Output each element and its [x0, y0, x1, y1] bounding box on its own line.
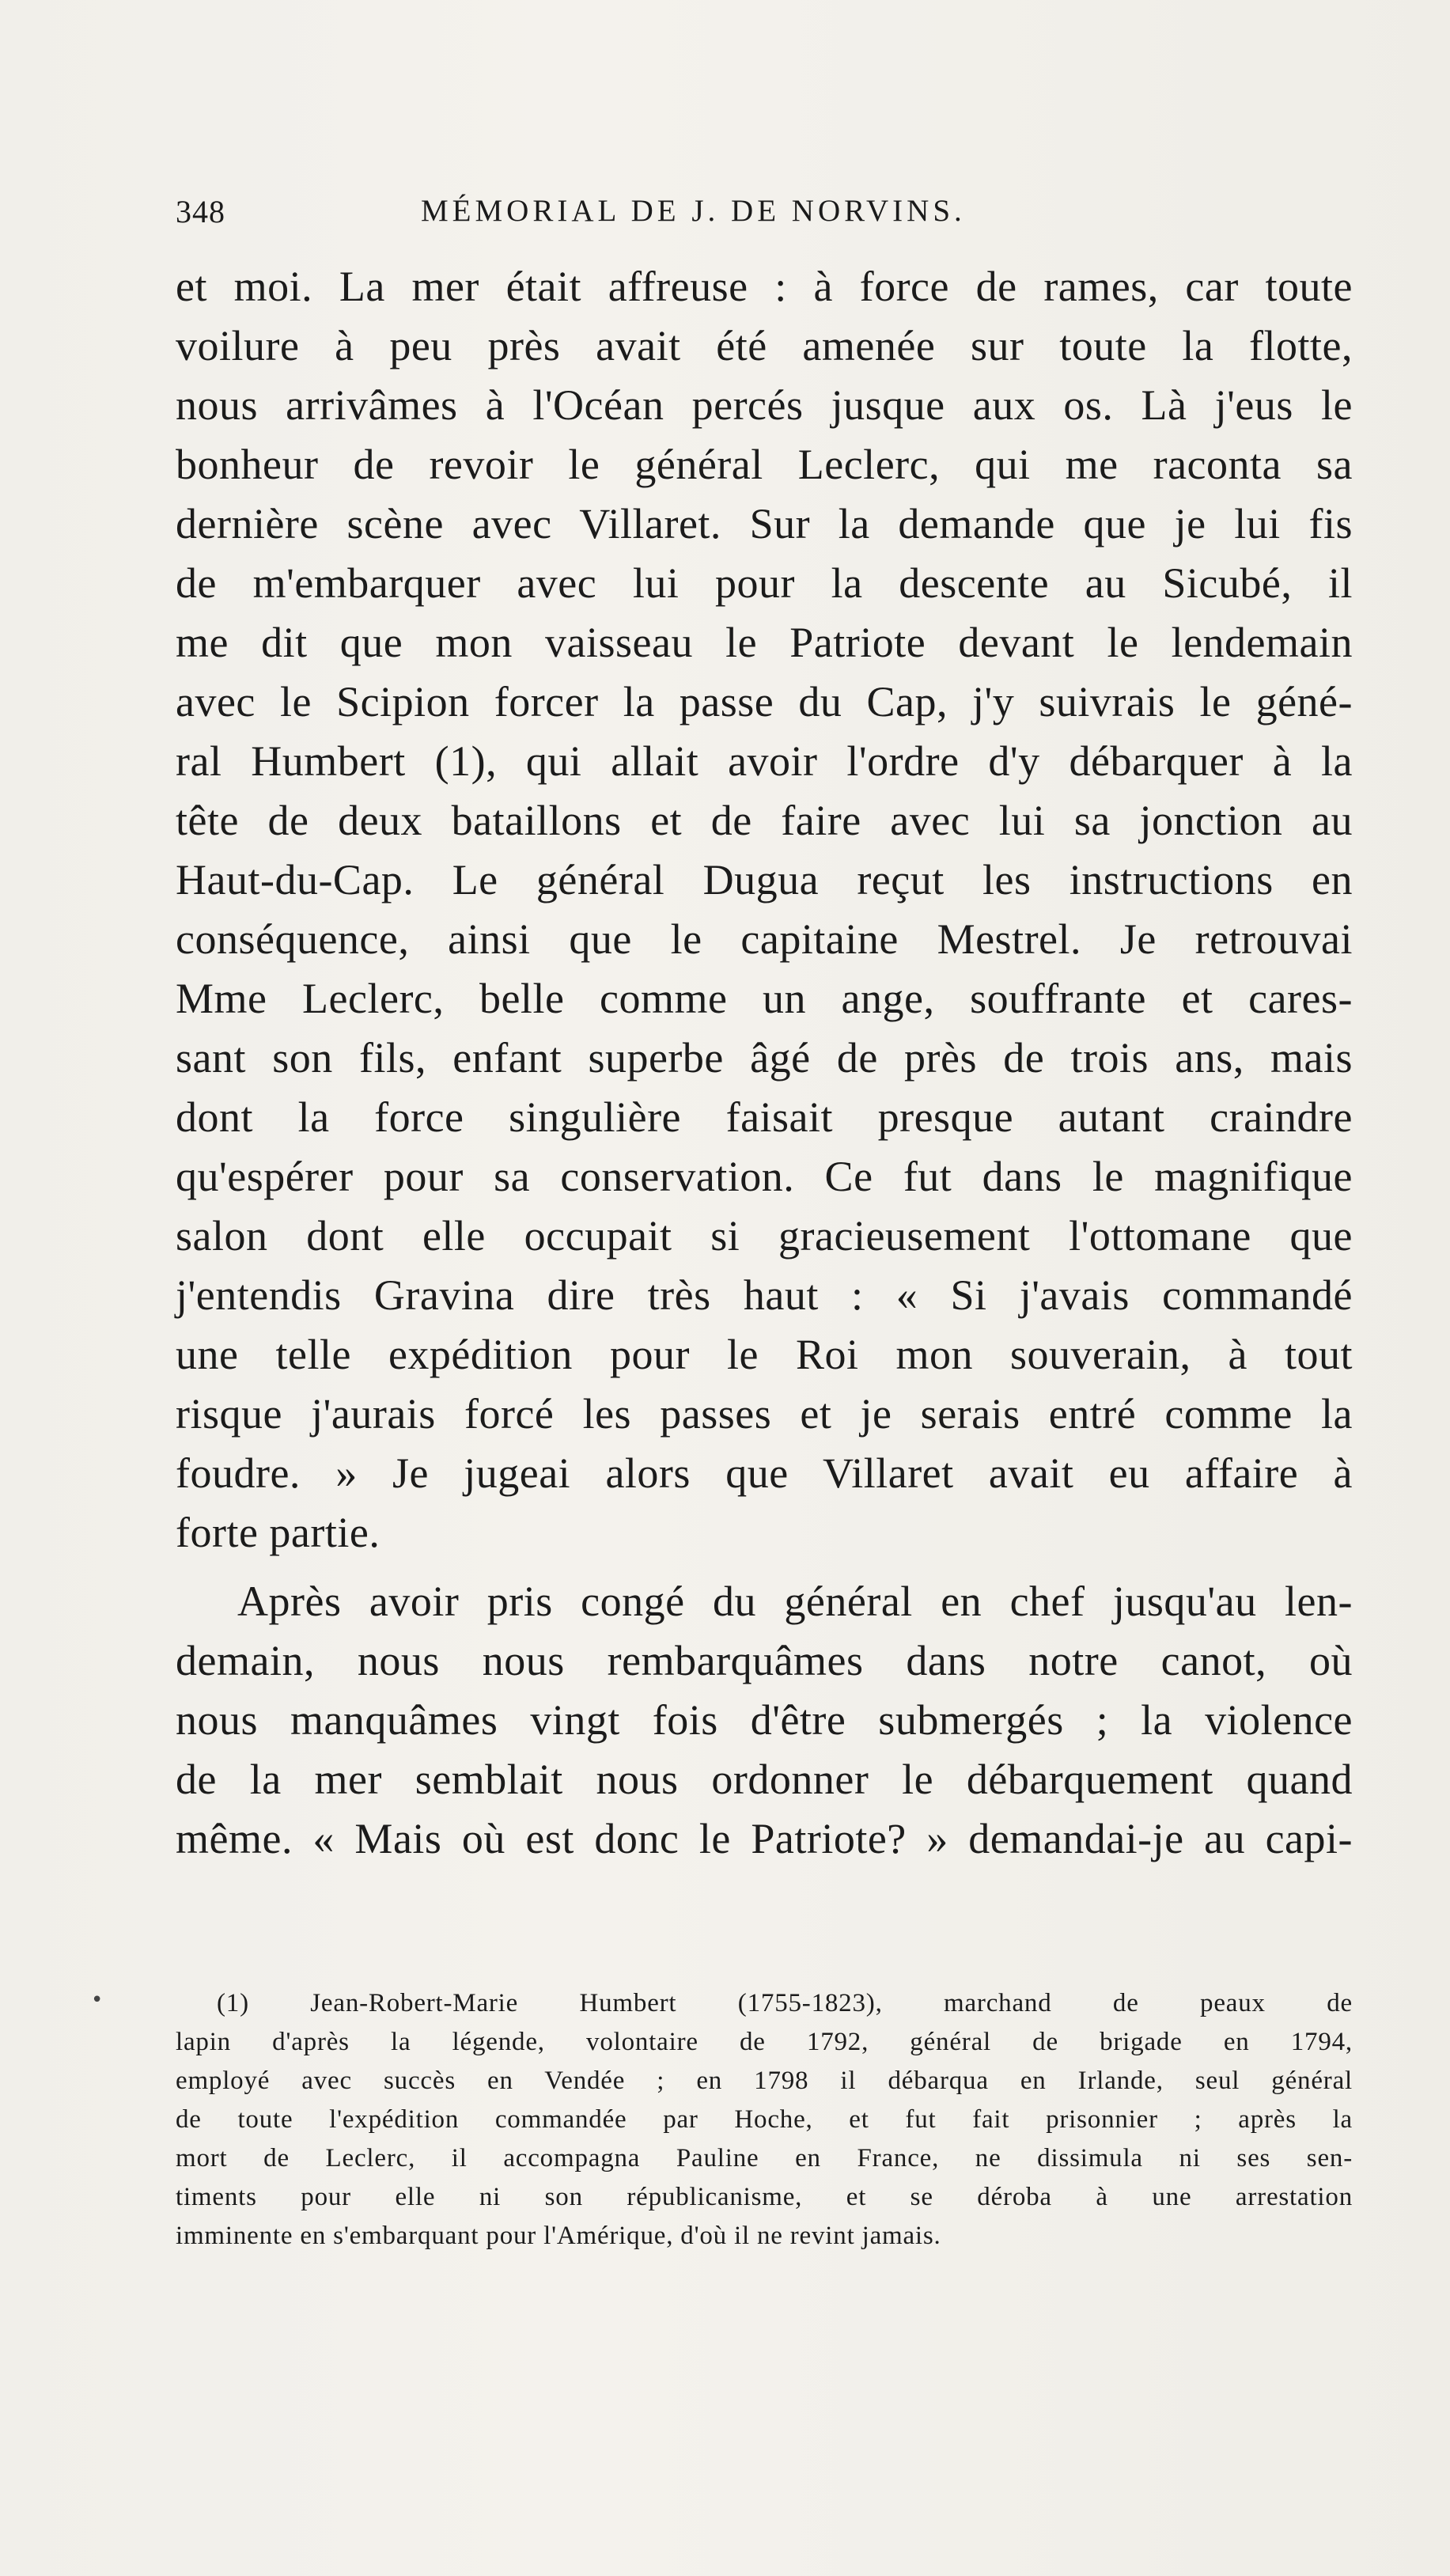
text-line: de m'embarquer avec lui pour la descente au Sicubé, il: [176, 559, 1353, 607]
text-line: une telle expédition pour le Roi mon souverain, à tout: [176, 1331, 1353, 1378]
footnote-line: imminente en s'embarquant pour l'Amérique, d'où il ne revint jamais.: [176, 2222, 941, 2250]
text-line: dernière scène avec Villaret. Sur la demande que je lui fis: [176, 500, 1353, 547]
text-line: avec le Scipion forcer la passe du Cap, j'y suivrais le géné-: [176, 678, 1353, 725]
text-line: sant son fils, enfant superbe âgé de près de trois ans, mais: [176, 1034, 1353, 1082]
text-line: tête de deux bataillons et de faire avec lui sa jonction au: [176, 797, 1353, 844]
text-line: dont la force singulière faisait presque autant craindre: [176, 1093, 1353, 1141]
text-line: voilure à peu près avait été amenée sur toute la flotte,: [176, 322, 1353, 369]
text-line: salon dont elle occupait si gracieusement l'ottomane que: [176, 1212, 1353, 1260]
text-line: nous arrivâmes à l'Océan percés jusque aux os. Là j'eus le: [176, 381, 1353, 429]
text-line: de la mer semblait nous ordonner le débarquement quand: [176, 1756, 1353, 1803]
text-line: conséquence, ainsi que le capitaine Mestrel. Je retrouvai: [176, 915, 1353, 963]
text-line: risque j'aurais forcé les passes et je serais entré comme la: [176, 1390, 1353, 1438]
text-line: ral Humbert (1), qui allait avoir l'ordre d'y débarquer à la: [176, 737, 1353, 785]
paragraph-gap: [176, 1563, 1353, 1572]
page-header: [176, 184, 1362, 231]
text-line: nous manquâmes vingt fois d'être submergés ; la violence: [176, 1696, 1353, 1744]
running-title: MÉMORIAL DE J. DE NORVINS.: [421, 194, 966, 228]
text-line: j'entendis Gravina dire très haut : « Si j'avais commandé: [176, 1271, 1353, 1319]
text-line: Haut-du-Cap. Le général Dugua reçut les instructions en: [176, 856, 1353, 903]
text-line: qu'espérer pour sa conservation. Ce fut dans le magnifique: [176, 1153, 1353, 1200]
text-line: forte partie.: [176, 1509, 380, 1556]
text-line: demain, nous nous rembarquâmes dans notre canot, où: [176, 1637, 1353, 1684]
footnote: [176, 1984, 1353, 2256]
footnote-line: de toute l'expédition commandée par Hoche, et fut fait prisonnier ; après la: [176, 2105, 1353, 2134]
page-number: 348: [176, 194, 225, 229]
text-line: foudre. » Je jugeai alors que Villaret avait eu affaire à: [176, 1449, 1353, 1497]
text-line: me dit que mon vaisseau le Patriote devant le lendemain: [176, 619, 1353, 666]
margin-dot: •: [91, 1988, 104, 2012]
text-line: même. « Mais où est donc le Patriote? » demandai-je au capi-: [176, 1815, 1353, 1862]
text-line: bonheur de revoir le général Leclerc, qui me raconta sa: [176, 441, 1353, 488]
footnote-line: lapin d'après la légende, volontaire de 1792, général de brigade en 1794,: [176, 2028, 1353, 2056]
text-line: Mme Leclerc, belle comme un ange, souffrante et cares-: [176, 975, 1353, 1022]
footnote-line: mort de Leclerc, il accompagna Pauline en France, ne dissimula ni ses sen-: [176, 2144, 1353, 2173]
footnote-line: timents pour elle ni son républicanisme, et se déroba à une arrestation: [176, 2183, 1353, 2211]
text-line: Après avoir pris congé du général en chef jusqu'au len-: [237, 1578, 1353, 1625]
footnote-line: (1) Jean-Robert-Marie Humbert (1755-1823), marchand de peaux de: [217, 1989, 1353, 2017]
footnote-line: employé avec succès en Vendée ; en 1798 il débarqua en Irlande, seul général: [176, 2066, 1353, 2095]
text-line: et moi. La mer était affreuse : à force de rames, car toute: [176, 263, 1353, 310]
main-text: [176, 257, 1353, 1869]
